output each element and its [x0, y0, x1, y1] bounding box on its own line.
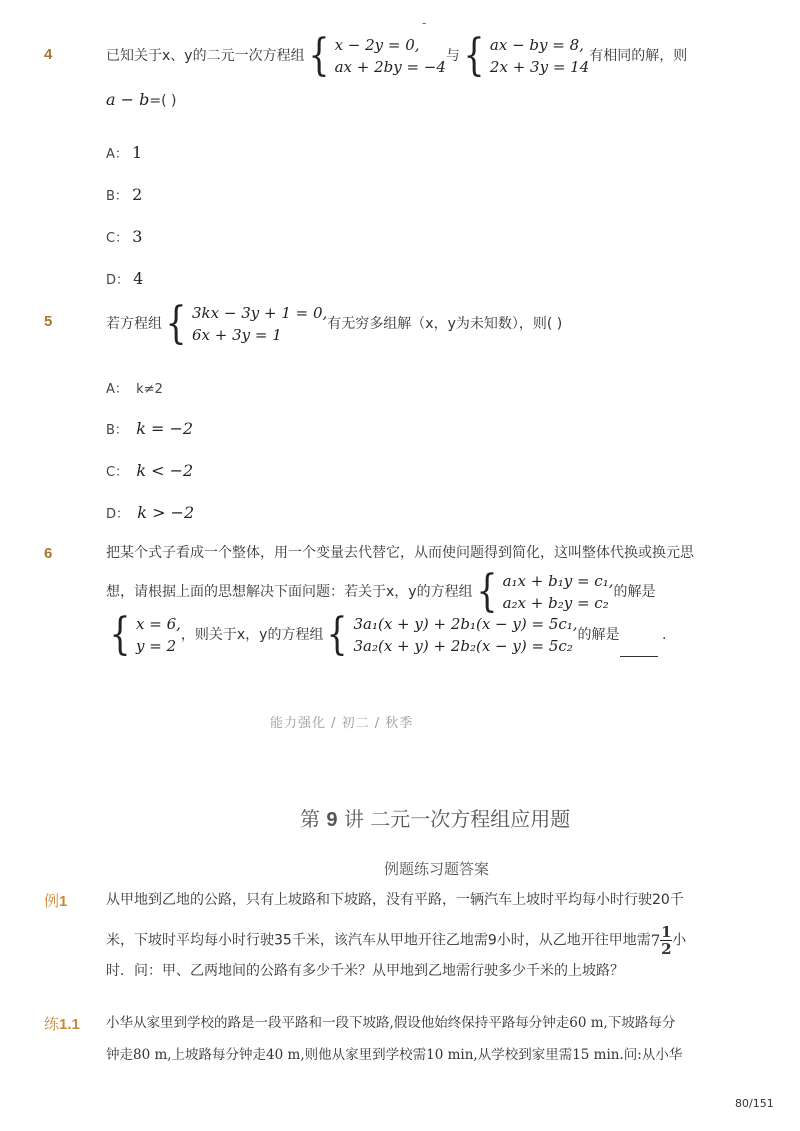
section-subtitle: 例题练习题答案 [384, 860, 490, 878]
q5-eq2: 6x + 3y = 1 [192, 326, 282, 344]
q6-line3-suffix: 的解是 [577, 627, 620, 643]
q6-line3 [106, 609, 667, 660]
option-value: k = −2 [136, 419, 194, 438]
lecture-post: 讲 二元一次方程组应用题 [343, 807, 571, 831]
q4-prefix: 已知关于x、y的二元一次方程组 [106, 48, 305, 64]
q6-sys1-eq2: a₂x + b₂y = c₂ [502, 594, 609, 612]
q5-suffix: 有无穷多组解（x，y为未知数），则( ) [327, 316, 563, 332]
ex11-line1: 小华从家里到学校的路是一段平路和一段下坡路,假设他始终保持平路每分钟走60 m,下坡路每分 [106, 1015, 676, 1031]
q4-system-2: { ax − by = 8, 2x + 3y = 14 [463, 30, 590, 81]
q4-line2 [106, 90, 176, 111]
q4-sys1-eq2: ax + 2by = −4 [334, 58, 446, 76]
q6-system-1: { a₁x + b₁y = c₁, a₂x + b₂y = c₂ [476, 566, 614, 617]
page-number: 80/151 [735, 1097, 774, 1110]
answer-blank[interactable] [620, 642, 658, 657]
question-6-number: 6 [44, 545, 53, 562]
option-label: B： [106, 189, 128, 204]
option-label: C： [106, 231, 129, 246]
q6-sys3-eq1: 3a₁(x + y) + 2b₁(x − y) = 5c₁, [353, 615, 578, 633]
fraction [660, 924, 672, 957]
ex1-line2-suffix: 小 [672, 932, 687, 949]
q4-blank: =( ) [149, 93, 177, 109]
q6-line1: 把某个式子看成一个整体，用一个变量去代替它，从而使问题得到简化，这叫整体代换或换元思 [106, 545, 694, 561]
q5-option-b[interactable] [106, 419, 193, 438]
ex11-line2: 钟走80 m,上坡路每分钟走40 m,则他从家里到学校需10 min,从学校到家里需15 min.问:从小华 [106, 1047, 683, 1063]
ex1-line2 [106, 924, 686, 957]
q4-sys2-eq1: ax − by = 8, [489, 36, 584, 54]
q6-system-3: { 3a₁(x + y) + 2b₁(x − y) = 5c₁, 3a₂(x + y) + 2b₂(x − y) = 5c₂ [326, 609, 578, 660]
q4-suffix: 有相同的解，则 [589, 48, 688, 64]
question-4-stem [106, 30, 688, 81]
section-footer: 能力强化 / 初二 / 秋季 [270, 716, 414, 731]
ex1-line3: 时．问：甲、乙两地间的公路有多少千米？从甲地到乙地需行驶多少千米的上坡路？ [106, 963, 624, 979]
q6-sys2-eq2: y = 2 [136, 637, 177, 655]
option-label: D： [106, 273, 130, 288]
option-value: 4 [133, 269, 144, 288]
top-mark: - [422, 16, 427, 30]
q6-sys1-eq1: a₁x + b₁y = c₁, [502, 572, 614, 590]
label-num: 1.1 [59, 1016, 80, 1033]
q5-eq1: 3kx − 3y + 1 = 0, [192, 304, 328, 322]
question-4-number: 4 [44, 46, 53, 63]
q4-option-d[interactable] [106, 269, 143, 288]
q6-system-2: { x = 6, y = 2 [109, 609, 181, 660]
q5-option-c[interactable] [106, 461, 193, 480]
label-pre: 例 [44, 892, 60, 910]
q4-option-a[interactable] [106, 143, 142, 162]
q6-line3-mid: ，则关于x，y的方程组 [180, 627, 324, 643]
question-5-number: 5 [44, 313, 53, 330]
q6-sys3-eq2: 3a₂(x + y) + 2b₂(x − y) = 5c₂ [353, 637, 573, 655]
fraction-denominator: 2 [661, 940, 672, 958]
option-label: D： [106, 507, 130, 522]
option-value: k > −2 [137, 503, 195, 522]
fraction-numerator: 1 [661, 923, 672, 941]
ex1-line2-prefix: 米，下坡时平均每小时行驶35千米，该汽车从甲地开往乙地需9小时，从乙地开往甲地需 [106, 932, 651, 949]
ex1-line1: 从甲地到乙地的公路，只有上坡路和下坡路，没有平路，一辆汽车上坡时平均每小时行驶20千 [106, 892, 684, 908]
q4-expression: a − b [106, 90, 150, 109]
lecture-pre: 第 [300, 807, 320, 831]
lecture-title [300, 803, 570, 832]
q6-sys2-eq1: x = 6, [136, 615, 181, 633]
q4-system-1: { x − 2y = 0, ax + 2by = −4 [308, 30, 446, 81]
option-label: B： [106, 423, 128, 438]
option-value: 3 [132, 227, 143, 246]
q4-sys1-eq1: x − 2y = 0, [334, 36, 420, 54]
option-value: k≠2 [136, 382, 163, 397]
option-label: A： [106, 147, 128, 162]
q5-option-d[interactable] [106, 503, 194, 522]
q5-prefix: 若方程组 [106, 316, 162, 332]
q5-option-a[interactable] [106, 378, 163, 397]
option-value: 1 [132, 143, 143, 162]
q4-middle: 与 [445, 48, 460, 64]
q6-line2-suffix: 的解是 [613, 584, 656, 600]
q4-option-c[interactable] [106, 227, 142, 246]
option-label: A： [106, 382, 128, 397]
q4-option-b[interactable] [106, 185, 142, 204]
option-value: k < −2 [136, 461, 194, 480]
label-pre: 练 [44, 1015, 60, 1033]
example-1-label [44, 890, 67, 911]
label-num: 1 [59, 893, 68, 910]
q4-sys2-eq2: 2x + 3y = 14 [489, 58, 590, 76]
q6-line2 [106, 566, 656, 617]
q6-line3-end: . [662, 627, 667, 643]
q6-line2-prefix: 想，请根据上面的思想解决下面问题：若关于x，y的方程组 [106, 584, 473, 600]
mixed-number-whole: 7 [650, 931, 661, 950]
option-value: 2 [132, 185, 143, 204]
q5-system: { 3kx − 3y + 1 = 0, 6x + 3y = 1 [165, 298, 328, 349]
exercise-1-1-label [44, 1013, 80, 1034]
option-label: C： [106, 465, 129, 480]
lecture-number: 9 [326, 809, 338, 831]
question-5-stem [106, 298, 563, 349]
